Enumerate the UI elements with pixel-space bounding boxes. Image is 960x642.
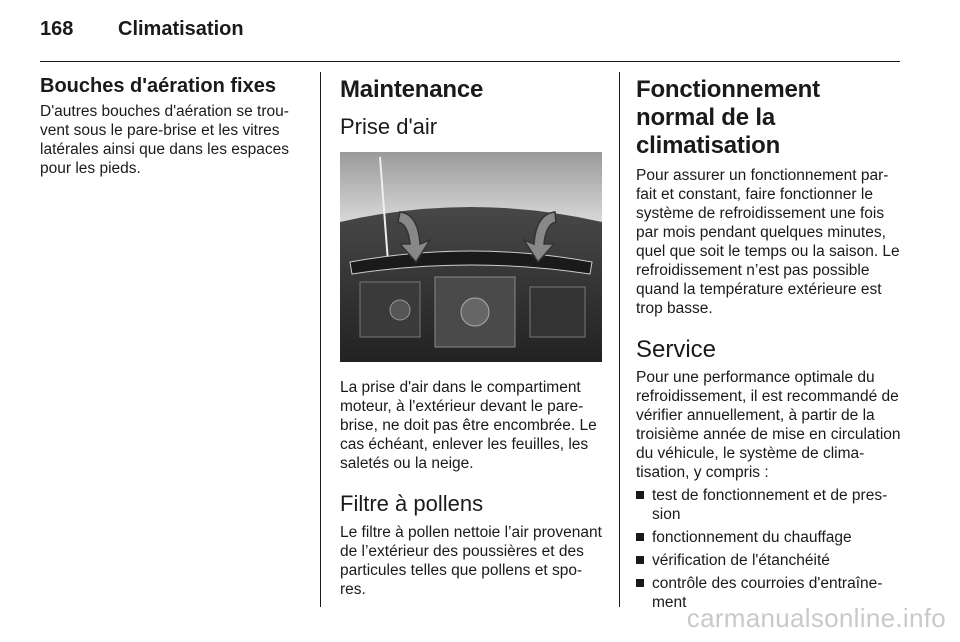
normal-operation-paragraph: Pour assurer un fonctionnement parfait et constant, faire fonctionner le système de refroidissement une fois par mois pendant quelques minutes, quel que soit le temps ou la saison. Le refroidissement n’est pas possible quand la température extérieure est trop basse. bbox=[636, 167, 900, 317]
subtitle-service: Service bbox=[636, 336, 717, 363]
engine-bay-photo bbox=[340, 152, 602, 362]
section-title-vents: Bouches d'aération fixes bbox=[40, 75, 276, 97]
header-rule bbox=[40, 61, 900, 62]
chapter-title: Climatisation bbox=[118, 18, 244, 40]
service-paragraph: Pour une performance optimale du refroidissement, il est recommandé de vérifier annuellement, à partir de la troisième année de mise en circulation du véhicule, le système de climatisation, y compris : bbox=[636, 369, 901, 481]
column-left bbox=[40, 74, 302, 178]
column-right bbox=[636, 74, 902, 616]
column-middle bbox=[340, 74, 602, 599]
list-item: contrôle des courroies d'entraînement bbox=[636, 574, 902, 612]
subtitle-pollen-filter: Filtre à pollens bbox=[340, 491, 484, 516]
air-intake-paragraph: La prise d'air dans le compartiment moteur, à l'extérieur devant le pare-brise, ne doit pas être encombrée. Le cas échéant, enlever les feuilles, les saletés ou la neige. bbox=[340, 379, 597, 472]
square-bullet-icon bbox=[636, 491, 644, 499]
engine-bay-illustration bbox=[340, 152, 602, 362]
square-bullet-icon bbox=[636, 556, 644, 564]
vents-paragraph: D'autres bouches d'aération se trouvent sous le pare-brise et les vitres latérales ainsi que dans les espaces pour les pieds. bbox=[40, 103, 290, 177]
pollen-filter-paragraph: Le filtre à pollen nettoie l’air provenant de l’extérieur des poussières et des particules telles que pollens et spores. bbox=[340, 524, 602, 598]
subtitle-air-intake: Prise d'air bbox=[340, 114, 438, 139]
watermark: carmanualsonline.info bbox=[686, 603, 946, 633]
column-divider-2 bbox=[619, 72, 620, 607]
square-bullet-icon bbox=[636, 579, 644, 587]
list-item: fonctionnement du chauffage bbox=[636, 528, 902, 547]
square-bullet-icon bbox=[636, 533, 644, 541]
page-number: 168 bbox=[40, 18, 74, 40]
list-item: test de fonctionnement et de pression bbox=[636, 486, 902, 524]
section-title-maintenance: Maintenance bbox=[340, 76, 484, 103]
section-title-normal-operation: Fonctionnement normal de la climatisation bbox=[636, 76, 820, 159]
service-checklist bbox=[636, 486, 902, 612]
column-divider-1 bbox=[320, 72, 321, 607]
list-item: vérification de l'étanchéité bbox=[636, 551, 902, 570]
